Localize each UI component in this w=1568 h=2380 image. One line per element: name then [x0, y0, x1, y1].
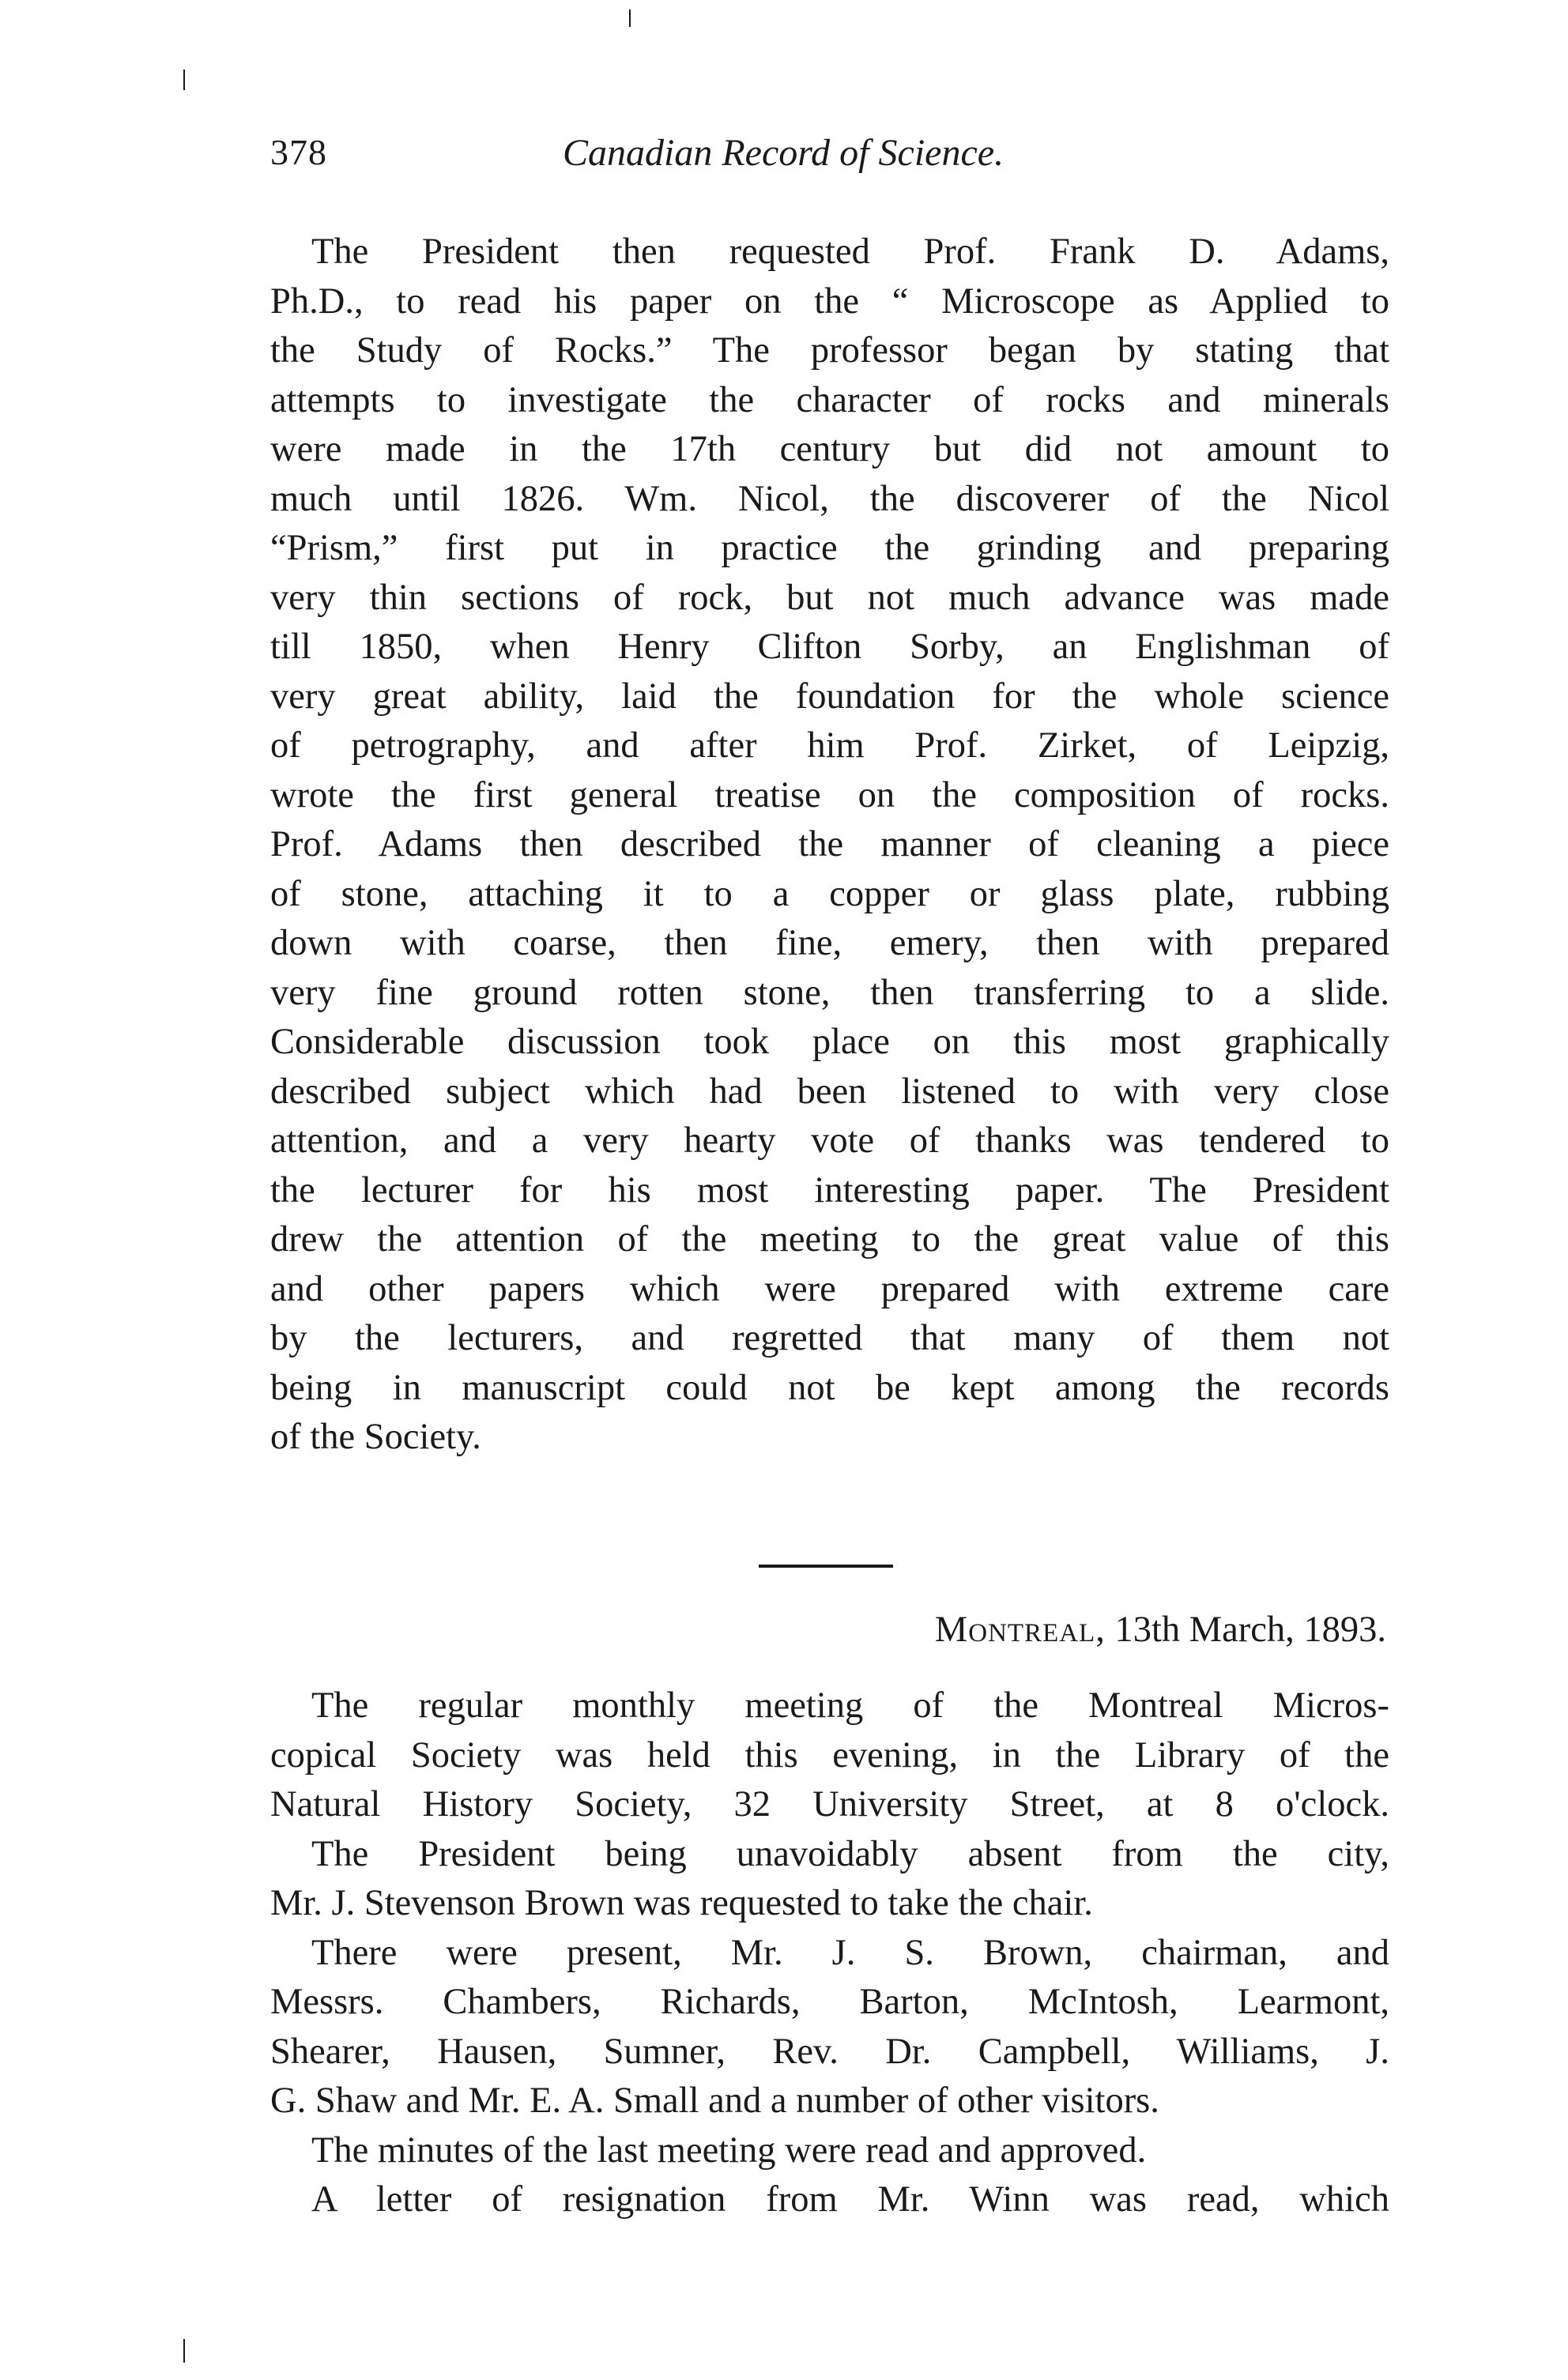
text-line: and other papers which were prepared with extreme care [270, 1268, 1389, 1309]
dateline-place: Montreal, [934, 1610, 1106, 1650]
text-line: down with coarse, then fine, emery, then with prepared [270, 923, 1389, 963]
text-line: The minutes of the last meeting were read and approved. [311, 2130, 1147, 2171]
text-line: Messrs. Chambers, Richards, Barton, McIntosh, Learmont, [270, 1982, 1389, 2022]
text-line: drew the attention of the meeting to the great value of this [270, 1219, 1389, 1260]
body-text-meeting-minutes [270, 1681, 1389, 2225]
text-line: Mr. J. Stevenson Brown was requested to take the chair. [270, 1883, 1093, 1923]
dateline [935, 1609, 1386, 1651]
text-line: A letter of resignation from Mr. Winn was read, which [311, 2179, 1389, 2220]
text-line: attempts to investigate the character of rocks and minerals [270, 379, 1389, 420]
page-number: 378 [270, 132, 327, 172]
text-line: very fine ground rotten stone, then transferring to a slide. [270, 972, 1389, 1013]
text-line: were made in the 17th century but did not amount to [270, 429, 1389, 469]
text-line: by the lecturers, and regretted that many of them not [270, 1318, 1389, 1358]
text-line: till 1850, when Henry Clifton Sorby, an Englishman of [270, 627, 1389, 667]
running-title: Canadian Record of Science. [563, 132, 1004, 174]
text-line: the Study of Rocks.” The professor began by stating that [270, 330, 1389, 371]
scan-speck-mark [183, 70, 185, 90]
text-line: The regular monthly meeting of the Montreal Micros- [311, 1685, 1389, 1726]
scan-speck-mark [629, 9, 631, 27]
text-line: Shearer, Hausen, Sumner, Rev. Dr. Campbell, Williams, J. [270, 2031, 1389, 2072]
text-line: There were present, Mr. J. S. Brown, chairman, and [311, 1932, 1389, 1973]
text-line: “Prism,” first put in practice the grinding and preparing [270, 528, 1389, 568]
scan-speck-mark [183, 2339, 185, 2363]
text-line: much until 1826. Wm. Nicol, the discoverer of the Nicol [270, 478, 1389, 519]
text-line: The President then requested Prof. Frank D. Adams, [311, 232, 1389, 272]
page-header [270, 131, 1393, 186]
text-line: wrote the first general treatise on the composition of rocks. [270, 774, 1389, 815]
text-line: Ph.D., to read his paper on the “ Microscope as Applied to [270, 281, 1389, 322]
text-line: described subject which had been listened to with very close [270, 1071, 1389, 1112]
dateline-date: 13th March, 1893. [1114, 1610, 1386, 1650]
text-line: the lecturer for his most interesting paper. The President [270, 1169, 1389, 1211]
text-line: of stone, attaching it to a copper or glass plate, rubbing [270, 873, 1389, 914]
text-line: of petrography, and after him Prof. Zirket, of Leipzig, [270, 725, 1389, 766]
text-line: very great ability, laid the foundation for the whole science [270, 676, 1389, 717]
text-line: The President being unavoidably absent from the city, [311, 1833, 1389, 1874]
text-line: of the Society. [270, 1417, 481, 1457]
body-text-president-paper [270, 228, 1389, 1463]
text-line: Prof. Adams then described the manner of cleaning a piece [270, 824, 1389, 864]
text-line: very thin sections of rock, but not much advance was made [270, 577, 1389, 618]
text-line: being in manuscript could not be kept among the records [270, 1367, 1389, 1408]
section-divider-rule [759, 1565, 893, 1568]
text-line: attention, and a very hearty vote of thanks was tendered to [270, 1120, 1389, 1161]
text-line: copical Society was held this evening, in the Library of the [270, 1734, 1389, 1776]
text-line: Considerable discussion took place on this most graphically [270, 1022, 1389, 1062]
text-line: Natural History Society, 32 University Street, at 8 o'clock. [270, 1784, 1389, 1825]
text-line: G. Shaw and Mr. E. A. Small and a number of other visitors. [270, 2081, 1159, 2121]
